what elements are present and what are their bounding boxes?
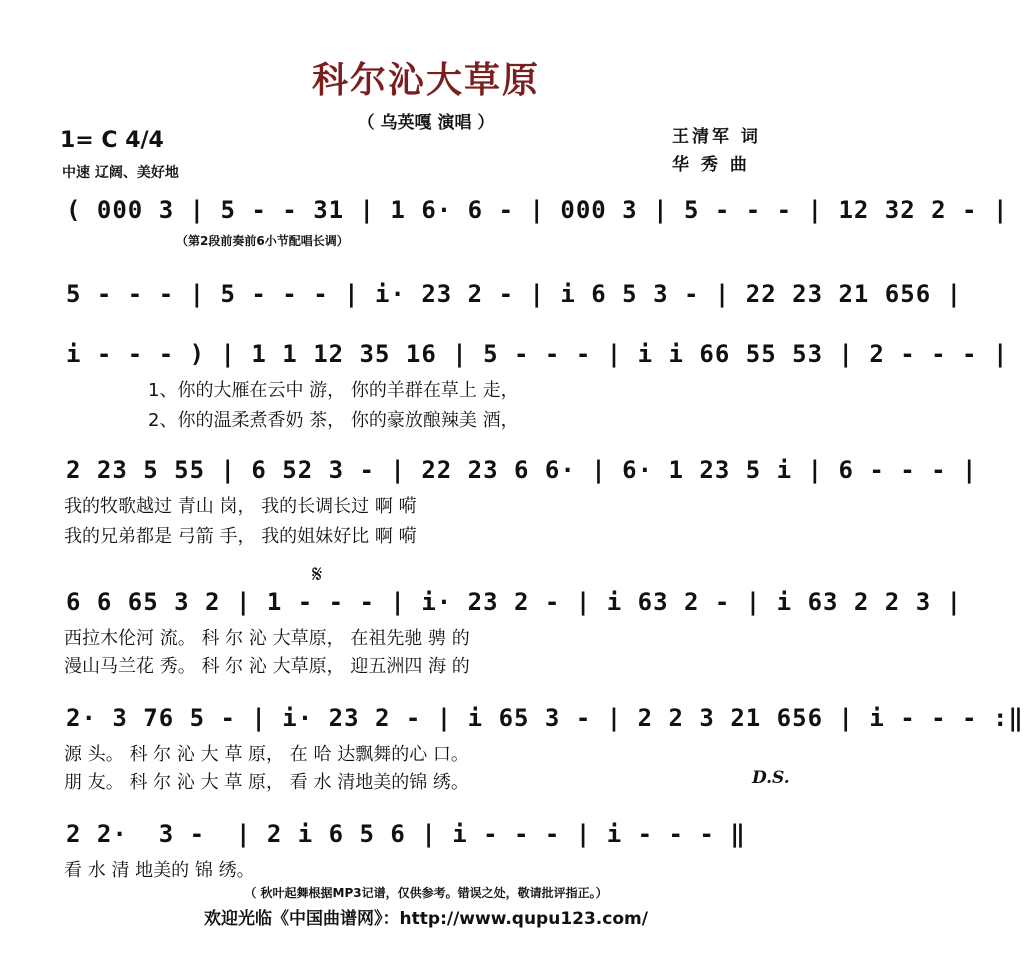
lyric-line-5b: 漫山马兰花 秀。 科 尔 沁 大草原， 迎五洲四 海 的 — [64, 656, 470, 677]
score-line-2: 5 - - - | 5 - - - | i· 23 2 - | i 6 5 3 - | 22 23 21 656 | — [66, 280, 963, 308]
lyric-line-7: 看 水 清 地美的 锦 绣。 — [64, 860, 255, 881]
lyric-line-5a: 西拉木伦河 流。 科 尔 沁 大草原， 在祖先驰 骋 的 — [64, 628, 470, 649]
score-line-5: 6 6 65 3 2 | 1 - - - | i· 23 2 - | i 63 2 - | i 63 2 2 3 | — [66, 588, 963, 616]
lyricist-credit: 王清军 词 — [672, 127, 761, 147]
lyric-line-3b: 2、你的温柔煮香奶 茶， 你的豪放酿辣美 酒， — [148, 410, 519, 431]
lyric-line-4b: 我的兄弟都是 弓箭 手， 我的姐妹好比 啊 嗬 — [64, 526, 417, 547]
prelude-note: （第2段前奏前6小节配唱长调） — [176, 234, 349, 248]
website-credit: 欢迎光临《中国曲谱网》：http://www.qupu123.com/ — [204, 909, 648, 929]
score-line-7: 2 2· 3 - | 2 i 6 5 6 | i - - - | i - - - ‖ — [66, 820, 746, 848]
score-line-1: ( 000 3 | 5 - - 31 | 1 6· 6 - | 000 3 | 5 - - - | 12 32 2 - | — [66, 196, 1009, 224]
key-signature: 1= C 4/4 — [60, 128, 164, 153]
tempo-marking: 中速 辽阔、美好地 — [62, 165, 179, 181]
performer: （ 乌英嘎 演唱 ） — [357, 113, 495, 133]
segno-symbol: 𝄋 — [312, 560, 323, 588]
score-line-4: 2 23 5 55 | 6 52 3 - | 22 23 6 6· | 6· 1 23 5 i | 6 - - - | — [66, 456, 978, 484]
score-line-3: i - - - ) | 1 1 12 35 16 | 5 - - - | i i 66 55 53 | 2 - - - | — [66, 340, 1009, 368]
disclaimer-text: （ 秋叶起舞根据MP3记谱，仅供参考。错误之处，敬请批评指正。） — [244, 886, 608, 900]
dal-segno-mark: D.S. — [752, 768, 790, 788]
lyric-line-6b: 朋 友。 科 尔 沁 大 草 原， 看 水 清地美的锦 绣。 — [64, 772, 469, 793]
score-line-6: 2· 3 76 5 - | i· 23 2 - | i 65 3 - | 2 2 3 21 656 | i - - - :‖ — [66, 704, 1024, 732]
lyric-line-3a: 1、你的大雁在云中 游， 你的羊群在草上 走， — [148, 380, 519, 401]
lyric-line-6a: 源 头。 科 尔 沁 大 草 原， 在 哈 达飘舞的心 口。 — [64, 744, 469, 765]
composer-credit: 华 秀 曲 — [672, 155, 750, 175]
song-title: 科尔沁大草原 — [311, 60, 540, 101]
lyric-line-4a: 我的牧歌越过 青山 岗， 我的长调长过 啊 嗬 — [64, 496, 417, 517]
